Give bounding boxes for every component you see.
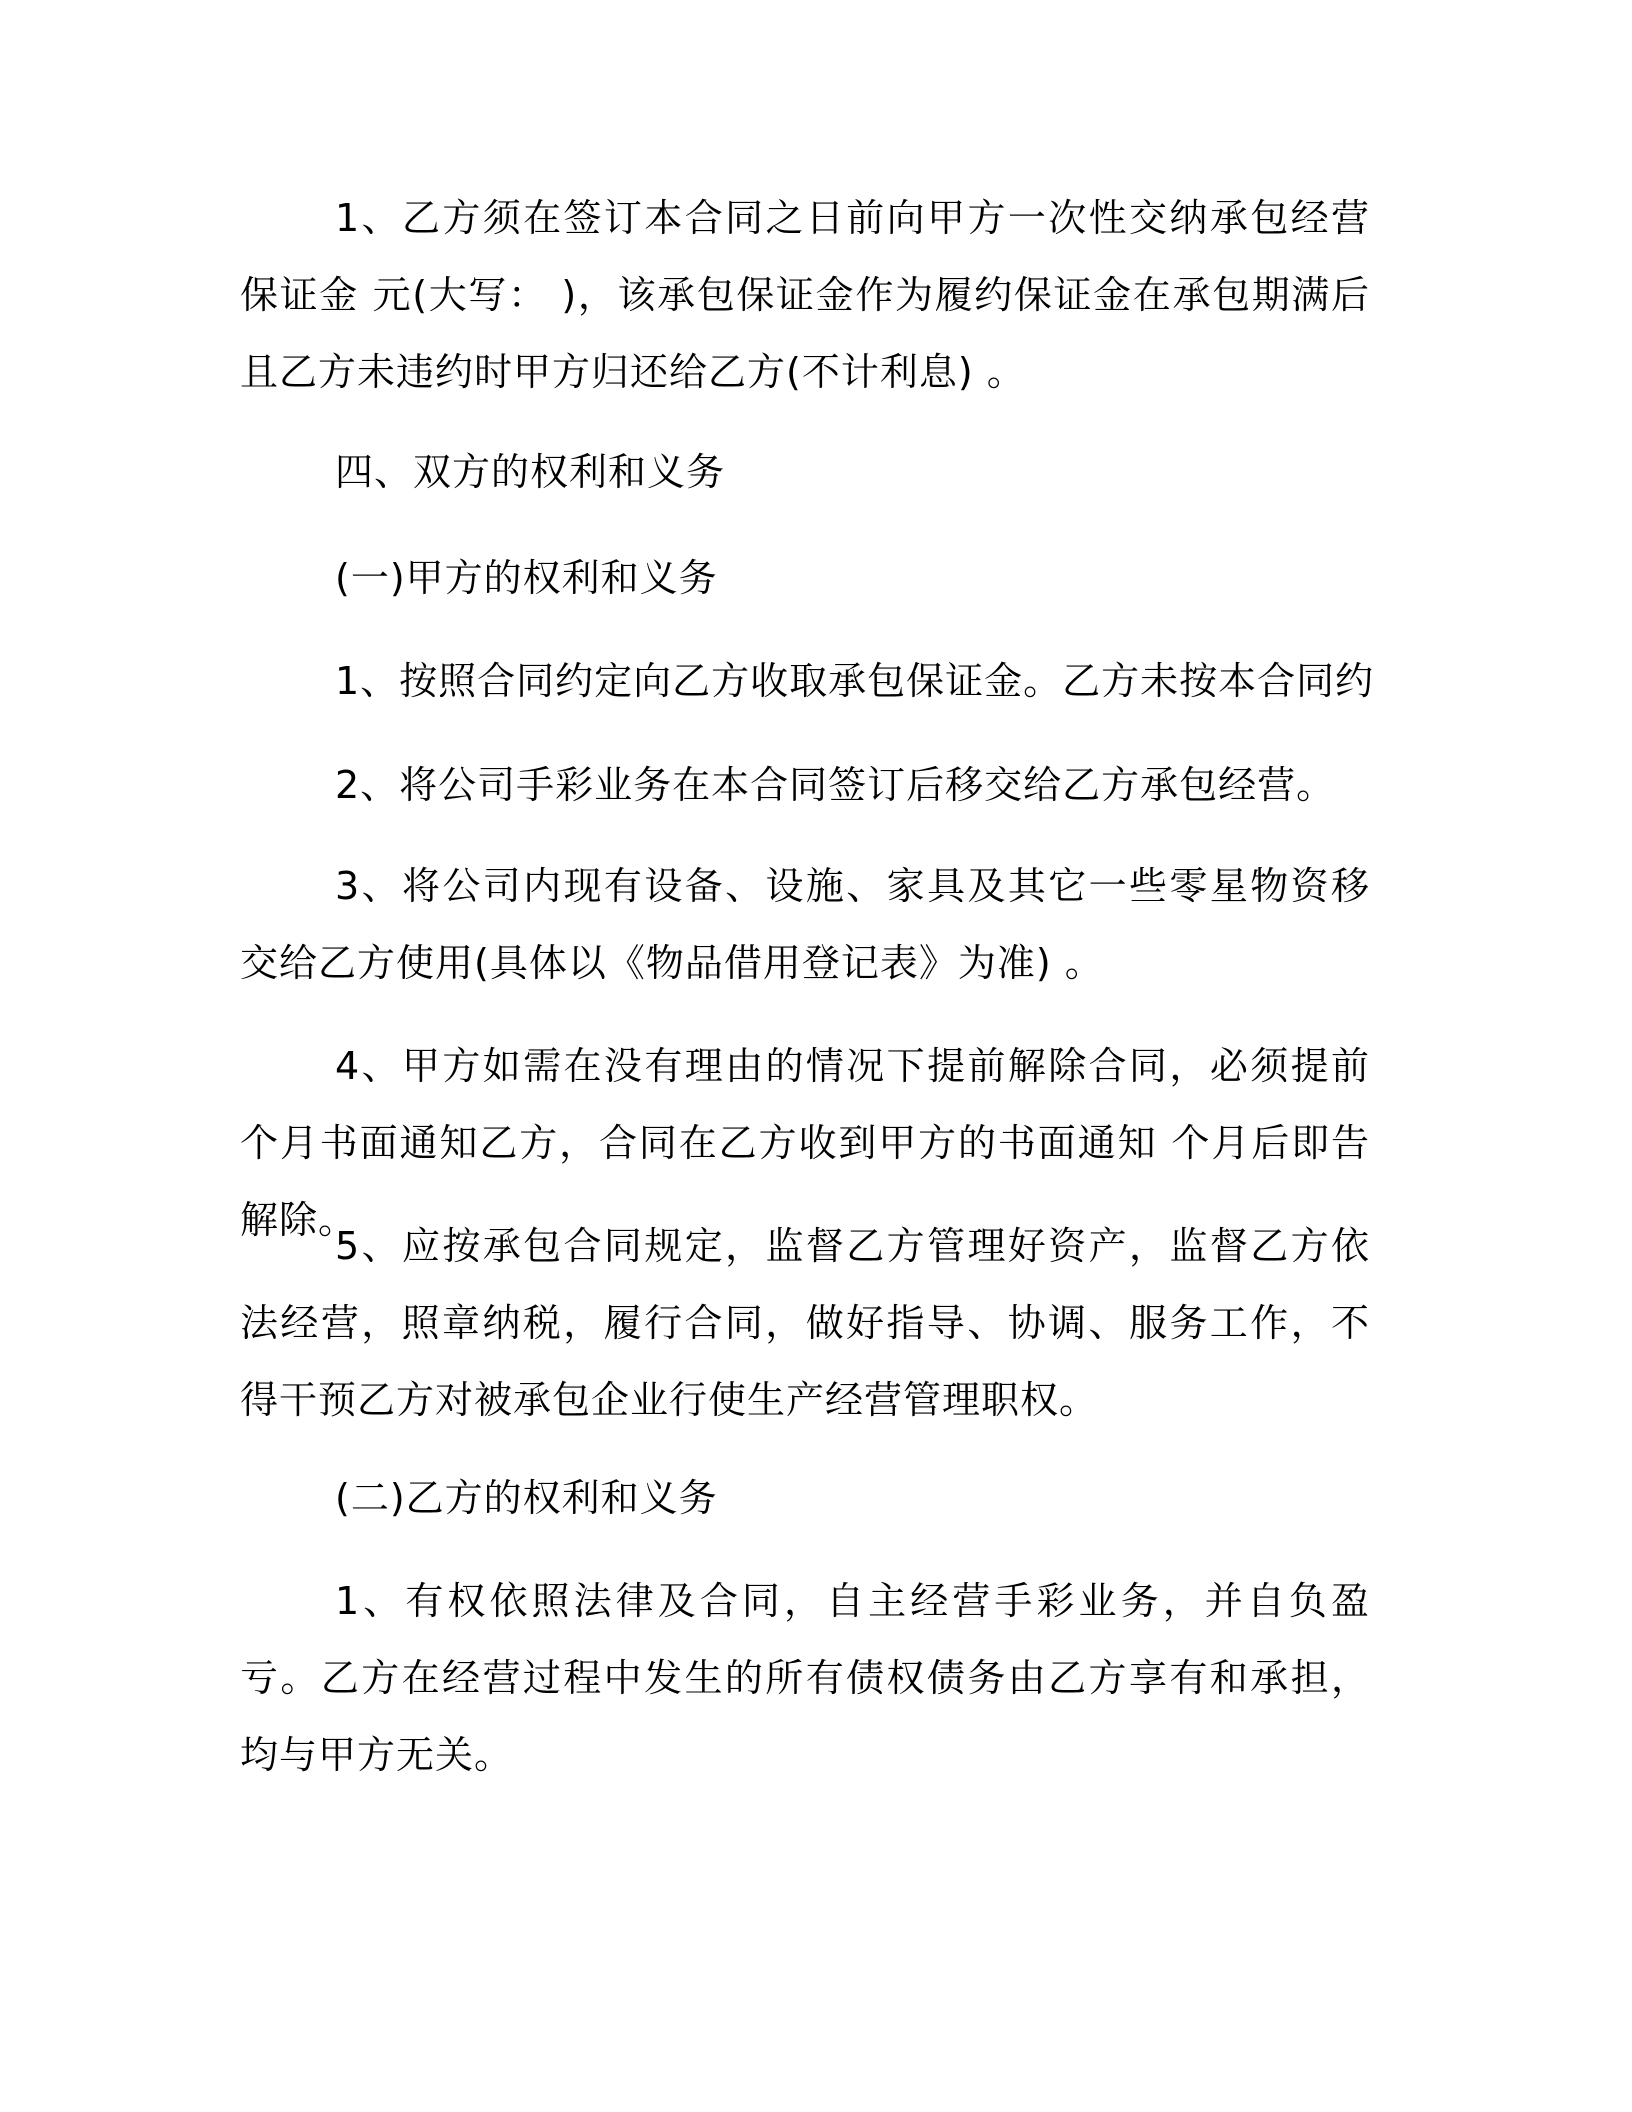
paragraph-b-1: 1、有权依照法律及合同，自主经营手彩业务，并自负盈亏。乙方在经营过程中发生的所有债权债务由乙方享有和承担，均与甲方无关。 [240,1579,1370,1777]
heading-rights-obligations: 四、双方的权利和义务 [335,450,726,494]
paragraph-a-3: 3、将公司内现有设备、设施、家具及其它一些零星物资移交给乙方使用(具体以《物品借用登记表》为准) 。 [240,864,1370,985]
heading-party-a: (一)甲方的权利和义务 [335,556,718,600]
paragraph-a-5: 5、应按承包合同规定，监督乙方管理好资产，监督乙方依法经营，照章纳税，履行合同，做好指导、协调、服务工作，不得干预乙方对被承包企业行使生产经营管理职权。 [240,1224,1370,1422]
heading-party-b: (二)乙方的权利和义务 [335,1476,718,1520]
paragraph-a-4: 4、甲方如需在没有理由的情况下提前解除合同，必须提前 个月书面通知乙方，合同在乙方收到甲方的书面通知 个月后即告解除。 [240,1044,1370,1242]
paragraph-a-2: 2、将公司手彩业务在本合同签订后移交给乙方承包经营。 [335,763,1336,807]
paragraph-a-1: 1、按照合同约定向乙方收取承包保证金。乙方未按本合同约 [335,659,1375,703]
paragraph-deposit: 1、乙方须在签订本合同之日前向甲方一次性交纳承包经营保证金 元(大写： )，该承包保证金作为履约保证金在承包期满后且乙方未违约时甲方归还给乙方(不计利息) 。 [240,196,1370,394]
